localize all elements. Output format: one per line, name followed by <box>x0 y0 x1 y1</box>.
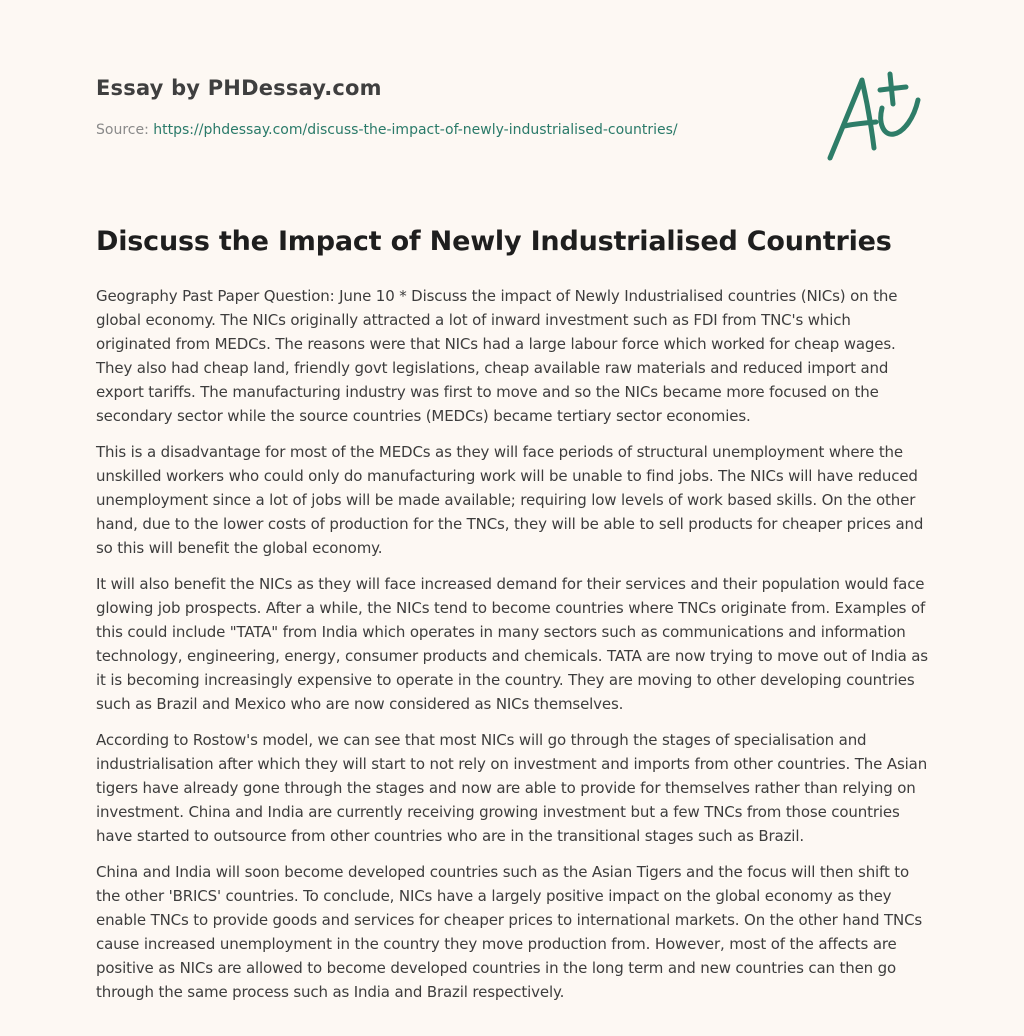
a-plus-grade-icon <box>822 68 928 164</box>
essay-paragraph: China and India will soon become developed countries such as the Asian Tigers and the focus will then shift to the other 'BRICS' countries. To conclude, NICs have a largely positive impact on the global economy as they enable TNCs to provide goods and services for cheaper prices to international markets. On the other hand TNCs cause increased unemployment in the country they move production from. However, most of the affects are positive as NICs are allowed to become developed countries in the long term and new countries can then go through the same process such as India and Brazil respectively. <box>96 863 923 1001</box>
essay-paragraph: It will also benefit the NICs as they will face increased demand for their services and their population would face glowing job prospects. After a while, the NICs tend to become countries where TNCs originate from. Examples of this could include "TATA" from India which operates in many sectors such as communications and information technology, engineering, energy, consumer products and chemicals. TATA are now trying to move out of India as it is becoming increasingly expensive to operate in the country. They are moving to other developing countries such as Brazil and Mexico who are now considered as NICs themselves. <box>96 575 928 713</box>
source-link[interactable]: https://phdessay.com/discuss-the-impact-of-newly-industrialised-countries/ <box>153 122 678 138</box>
essay-body <box>96 284 928 1016</box>
page-header <box>96 76 796 138</box>
essay-title: Discuss the Impact of Newly Industrialised Countries <box>96 226 892 257</box>
site-brand: Essay by PHDessay.com <box>96 76 382 100</box>
source-line <box>96 122 796 138</box>
essay-paragraph: Geography Past Paper Question: June 10 * Discuss the impact of Newly Industrialised countries (NICs) on the global economy. The NICs originally attracted a lot of inward investment such as FDI from TNC's which originated from MEDCs. The reasons were that NICs had a large labour force which worked for cheap wages. They also had cheap land, friendly govt legislations, cheap available raw materials and reduced import and export tariffs. The manufacturing industry was first to move and so the NICs became more focused on the secondary sector while the source countries (MEDCs) became tertiary sector economies. <box>96 287 898 425</box>
source-label: Source: <box>96 122 154 138</box>
essay-paragraph: This is a disadvantage for most of the MEDCs as they will face periods of structural unemployment where the unskilled workers who could only do manufacturing work will be unable to find jobs. The NICs will have reduced unemployment since a lot of jobs will be made available; requiring low levels of work based skills. On the other hand, due to the lower costs of production for the TNCs, they will be able to sell products for cheaper prices and so this will benefit the global economy. <box>96 443 924 557</box>
essay-paragraph: According to Rostow's model, we can see that most NICs will go through the stages of specialisation and industrialisation after which they will start to not rely on investment and imports from other countries. The Asian tigers have already gone through the stages and now are able to provide for themselves rather than relying on investment. China and India are currently receiving growing investment but a few TNCs from those countries have started to outsource from other countries who are in the transitional stages such as Brazil. <box>96 731 928 845</box>
